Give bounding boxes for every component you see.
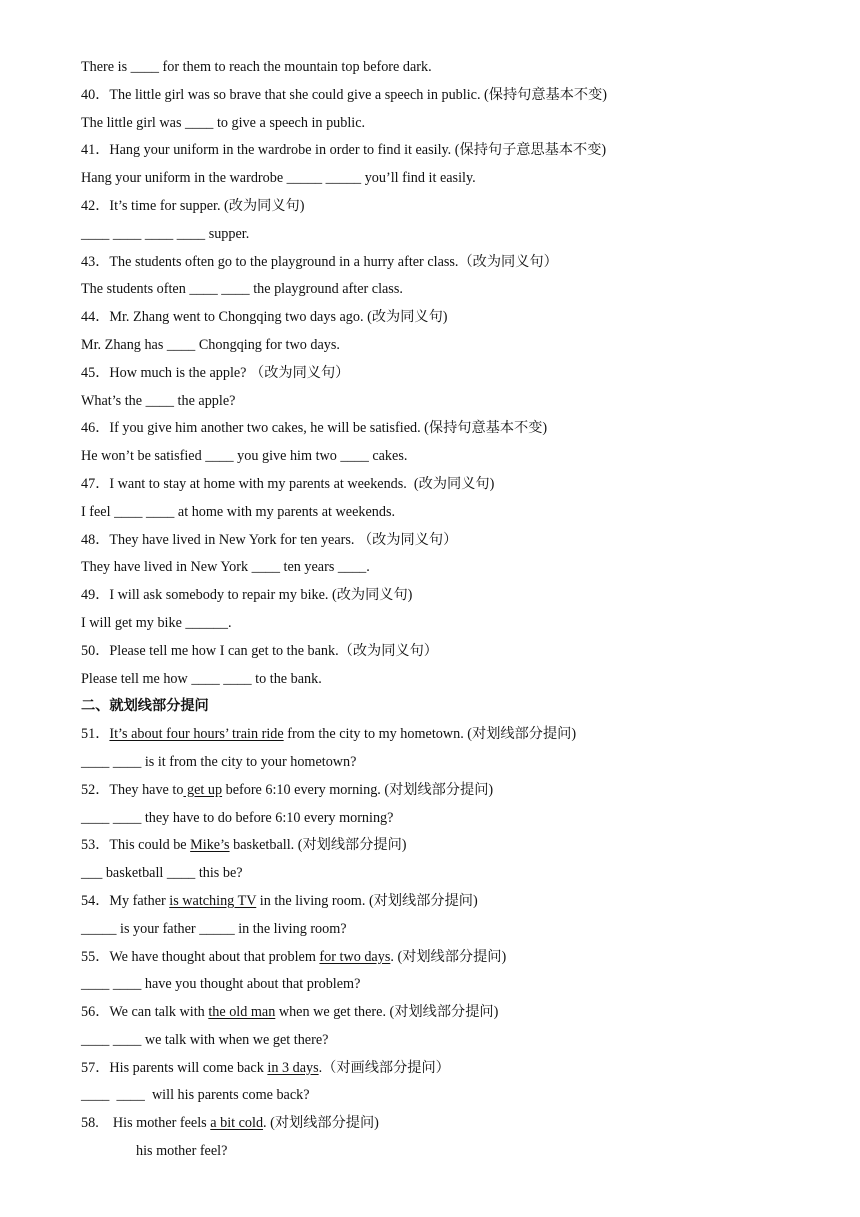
text-segment: ___ basketball ____ this be?	[81, 865, 243, 882]
answer-line	[81, 221, 801, 249]
text-segment: from the city to my hometown. (对划线部分提问)	[283, 726, 577, 743]
text-segment: 45．How much is the apple? （改为同义句）	[81, 364, 350, 381]
text-segment: when we get there. (对划线部分提问)	[275, 1004, 499, 1021]
question-line	[81, 777, 801, 805]
text-segment: Please tell me how ____ ____ to the bank.	[81, 670, 322, 687]
underlined-phrase: for two days	[319, 948, 391, 965]
question-line	[81, 527, 801, 555]
answer-line	[81, 916, 801, 944]
text-segment: _____ is your father _____ in the living room?	[81, 920, 347, 937]
text-segment: basketball. (对划线部分提问)	[229, 837, 407, 854]
text-segment: 58. His mother feels	[81, 1115, 211, 1132]
question-line	[81, 1110, 801, 1138]
text-segment: ____ ____ will his parents come back?	[81, 1087, 310, 1104]
text-segment: The students often ____ ____ the playground after class.	[81, 281, 403, 298]
exercise-content	[81, 54, 801, 1166]
answer-line	[81, 332, 801, 360]
text-segment: I feel ____ ____ at home with my parents at weekends.	[81, 503, 396, 520]
question-line	[81, 193, 801, 221]
text-segment: ____ ____ ____ ____ supper.	[81, 225, 250, 242]
answer-line	[81, 1027, 801, 1055]
underlined-phrase: the old man	[208, 1004, 276, 1021]
question-line	[81, 415, 801, 443]
question-line	[81, 944, 801, 972]
text-segment: 40．The little girl was so brave that she could give a speech in public. (保持句意基本不变)	[81, 86, 608, 103]
text-segment: They have lived in New York ____ ten years ____.	[81, 559, 370, 576]
answer-line	[81, 110, 801, 138]
answer-line	[81, 443, 801, 471]
underlined-phrase: Mike’s	[190, 837, 230, 854]
text-segment: . (对划线部分提问)	[390, 948, 507, 965]
question-line	[81, 304, 801, 332]
answer-line	[81, 554, 801, 582]
question-line	[81, 721, 801, 749]
answer-line	[81, 165, 801, 193]
answer-line	[81, 1138, 801, 1166]
text-segment: There is ____ for them to reach the mountain top before dark.	[81, 59, 432, 75]
underlined-phrase: get up	[183, 781, 223, 798]
text-segment: ____ ____ is it from the city to your hometown?	[81, 753, 357, 770]
text-segment: Mr. Zhang has ____ Chongqing for two days.	[81, 336, 340, 353]
text-segment: 46．If you give him another two cakes, he will be satisfied. (保持句意基本不变)	[81, 420, 548, 437]
section-heading	[81, 693, 801, 721]
answer-line	[81, 971, 801, 999]
text-segment: 二、就划线部分提问	[81, 698, 209, 715]
text-segment: 48．They have lived in New York for ten years. （改为同义句）	[81, 531, 458, 548]
text-segment: Hang your uniform in the wardrobe _____ _____ you’ll find it easily.	[81, 170, 476, 187]
text-segment: ____ ____ have you thought about that problem?	[81, 976, 361, 993]
text-segment: He won’t be satisfied ____ you give him two ____ cakes.	[81, 448, 408, 465]
question-line	[81, 82, 801, 110]
text-segment: 49．I will ask somebody to repair my bike. (改为同义句)	[81, 587, 413, 604]
text-segment: 57．His parents will come back	[81, 1059, 268, 1076]
text-segment: before 6:10 every morning. (对划线部分提问)	[222, 781, 494, 798]
answer-line	[81, 499, 801, 527]
text-segment: 43．The students often go to the playground in a hurry after class.（改为同义句）	[81, 253, 558, 270]
text-segment: What’s the ____ the apple?	[81, 392, 236, 409]
question-line	[81, 832, 801, 860]
text-segment: I will get my bike ______.	[81, 614, 232, 631]
answer-line	[81, 805, 801, 833]
text-segment: .（对画线部分提问）	[318, 1059, 450, 1076]
text-segment: 53．This could be	[81, 837, 191, 854]
text-segment: 56．We can talk with	[81, 1004, 209, 1021]
text-segment: in the living room. (对划线部分提问)	[256, 892, 478, 909]
answer-line	[81, 1082, 801, 1110]
text-segment: 51．	[81, 726, 110, 743]
text-segment: ____ ____ they have to do before 6:10 every morning?	[81, 809, 394, 826]
question-line	[81, 582, 801, 610]
text-segment: The little girl was ____ to give a speech in public.	[81, 114, 366, 131]
question-line	[81, 249, 801, 277]
text-segment: 52．They have to	[81, 781, 184, 798]
question-line	[81, 360, 801, 388]
answer-line	[81, 749, 801, 777]
text-segment: 42．It’s time for supper. (改为同义句)	[81, 197, 305, 214]
underlined-phrase: is watching TV	[169, 892, 257, 909]
answer-line	[81, 610, 801, 638]
underlined-phrase: It’s about four hours’ train ride	[109, 726, 284, 743]
underlined-phrase: in 3 days	[267, 1059, 319, 1076]
text-segment: . (对划线部分提问)	[263, 1115, 379, 1132]
question-line	[81, 888, 801, 916]
question-line	[81, 999, 801, 1027]
text-segment: 47．I want to stay at home with my parents at weekends. (改为同义句)	[81, 475, 495, 492]
underlined-phrase: a bit cold	[210, 1115, 264, 1132]
answer-line	[81, 276, 801, 304]
question-line	[81, 1055, 801, 1083]
text-segment: ____ ____ we talk with when we get there?	[81, 1031, 329, 1048]
question-line	[81, 471, 801, 499]
answer-line	[81, 666, 801, 694]
text-segment: 41．Hang your uniform in the wardrobe in order to find it easily. (保持句子意思基本不变)	[81, 142, 607, 159]
question-line	[81, 638, 801, 666]
text-segment: 50．Please tell me how I can get to the bank.（改为同义句）	[81, 642, 438, 659]
question-line	[81, 137, 801, 165]
text-segment: 55．We have thought about that problem	[81, 948, 320, 965]
answer-line	[81, 54, 801, 82]
text-segment: his mother feel?	[136, 1143, 228, 1160]
text-segment: 44．Mr. Zhang went to Chongqing two days ago. (改为同义句)	[81, 309, 448, 326]
answer-line	[81, 388, 801, 416]
answer-line	[81, 860, 801, 888]
text-segment: 54．My father	[81, 892, 170, 909]
